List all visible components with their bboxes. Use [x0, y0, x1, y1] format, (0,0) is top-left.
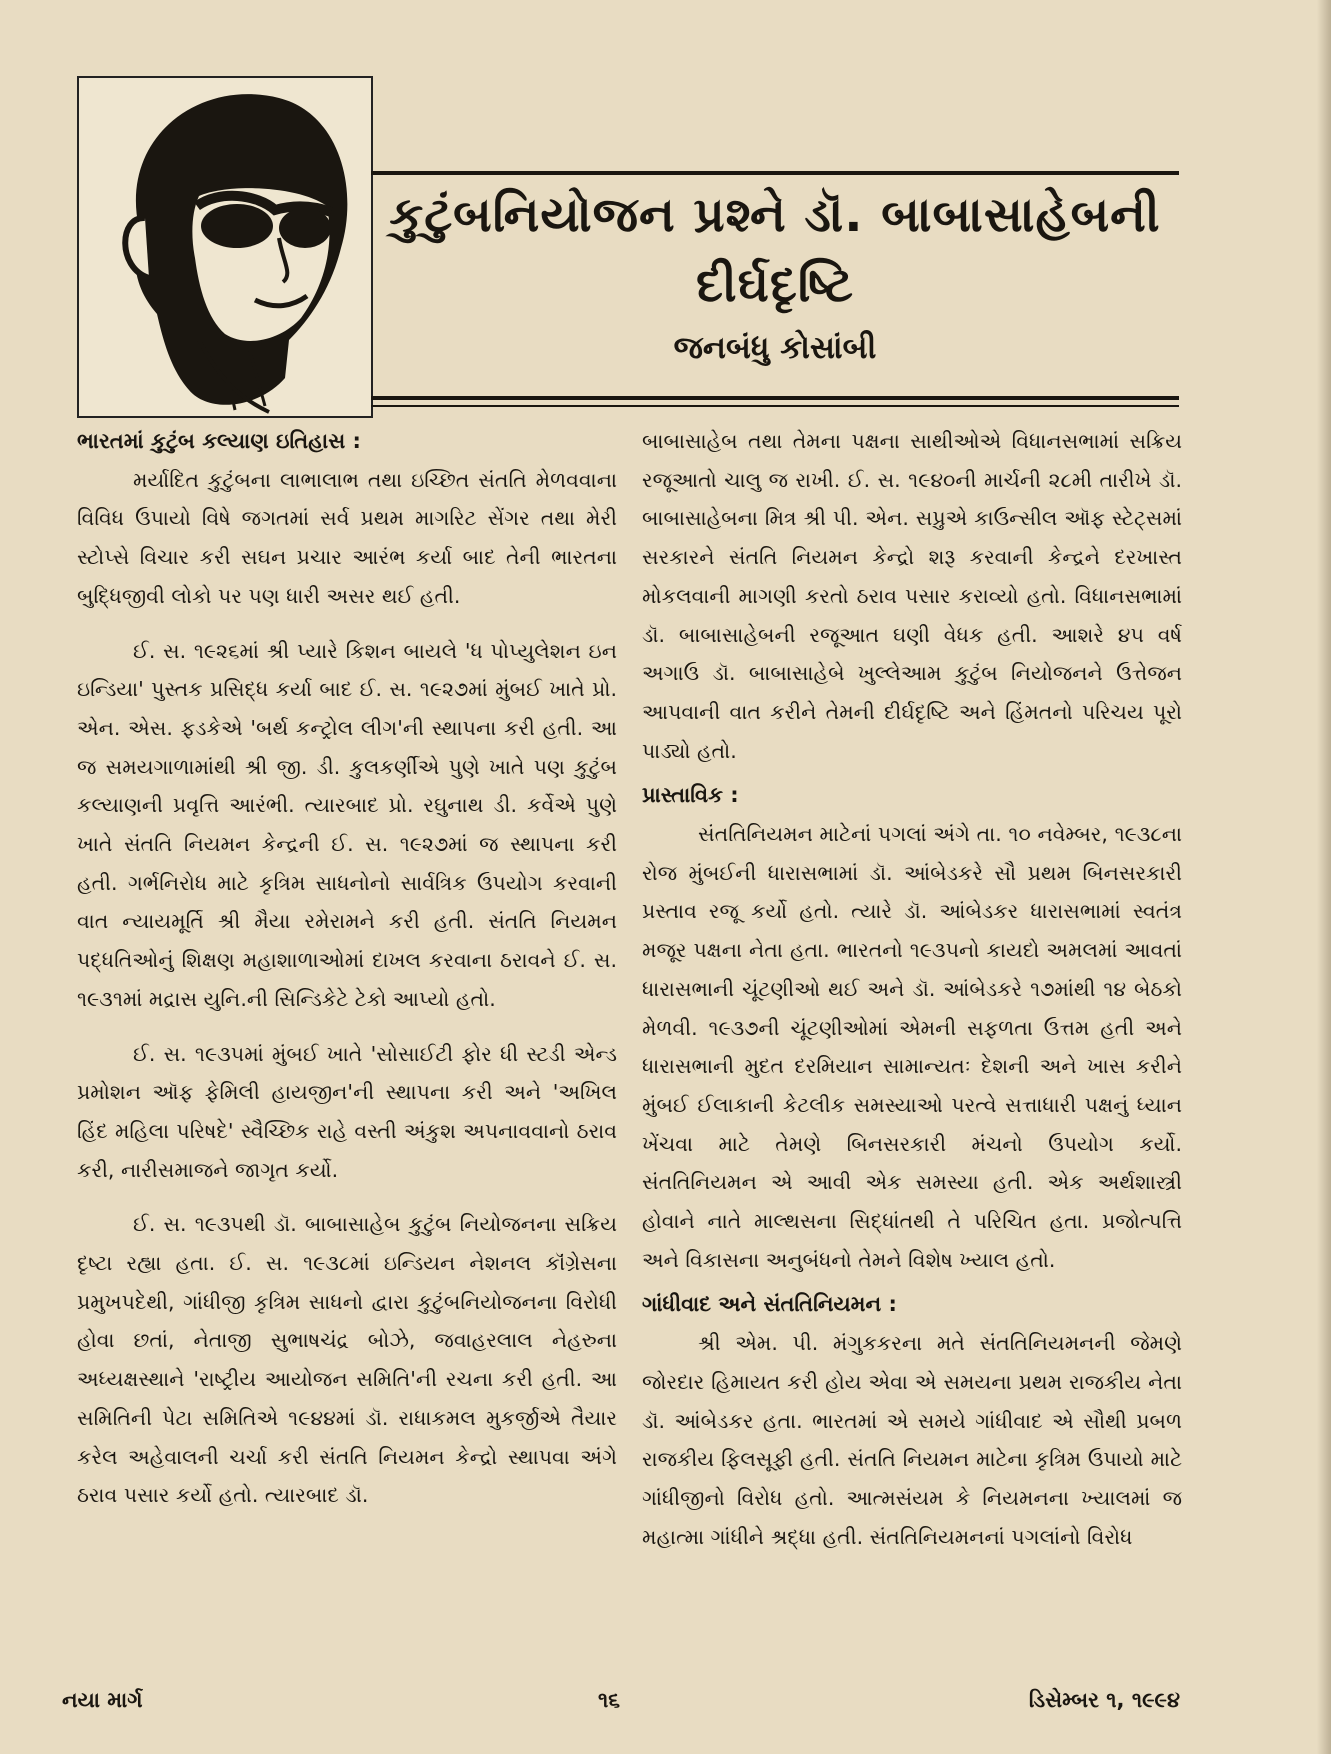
paragraph: સંતતિનિયમન માટેનાં પગલાં અંગે તા. ૧૦ નવેમ્બર, ૧૯૩૮ના રોજ મુંબઈની ધારાસભામાં ડૉ. આંબેડકરે સૌ પ્રથમ બિનસરકારી પ્રસ્તાવ રજૂ કર્યો હતો. ત્યારે ડૉ. આંબેડકર ધારાસભામાં સ્વતંત્ર મજૂર પક્ષના નેતા હતા. ભારતનો ૧૯૩૫નો કાયદો અમલમાં આવતાં ધારાસભાની ચૂંટણીઓ થઈ અને ડૉ. આંબેડકરે ૧૭માંથી ૧૪ બેઠકો મેળવી. ૧૯૩૭ની ચૂંટણીઓમાં એમની સફળતા ઉત્તમ હતી અને ધારાસભાની મુદત દરમિયાન સામાન્યતઃ દેશની અને ખાસ કરીને મુંબઈ ઈલાકાની કેટલીક સમસ્યાઓ પરત્વે સત્તાધારી પક્ષનું ધ્યાન ખેંચવા માટે તેમણે બિનસરકારી મંચનો ઉપયોગ કર્યો. સંતતિનિયમન એ આવી એક સમસ્યા હતી. એક અર્થશાસ્ત્રી હોવાને નાતે માલ્થસના સિદ્ધાંતથી તે પરિચિત હતા. પ્રજોત્પત્તિ અને વિકાસના અનુબંધનો તેમને વિશેષ ખ્યાલ હતો.: [642, 822, 1182, 1272]
header-rule-top: [371, 171, 1179, 175]
section-heading-gandhism: ગાંધીવાદ અને સંતતિનિયમન :: [642, 1292, 897, 1317]
section-heading-history: ભારતમાં કુટુંબ કલ્યાણ ઇતિહાસ :: [77, 429, 361, 453]
paragraph: ઈ. સ. ૧૯૩૫માં મુંબઈ ખાતે 'સોસાઈટી ફોર ધી સ્ટડી એન્ડ પ્રમોશન ઑફ ફેમિલી હાયજીન'ની સ્થાપના કરી અને 'અખિલ હિંદ મહિલા પરિષદે' સ્વૈચ્છિક રાહે વસ્તી અંકુશ અપનાવવાનો ઠરાવ કરી, નારીસમાજને જાગૃત કર્યો.: [77, 1041, 617, 1182]
paragraph: ઈ. સ. ૧૯૩૫થી ડૉ. બાબાસાહેબ કુટુંબ નિયોજનના સક્રિય દૃષ્ટા રહ્યા હતા. ઈ. સ. ૧૯૩૮માં ઇન્ડિયન નેશનલ કૉંગ્રેસના પ્રમુખપદેથી, ગાંધીજી કૃત્રિમ સાધનો દ્વારા કુટુંબનિયોજનના વિરોધી હોવા છતાં, નેતાજી સુભાષચંદ્ર બોઝે, જવાહરલાલ નેહરુના અધ્યક્ષસ્થાને 'રાષ્ટ્રીય આયોજન સમિતિ'ની રચના કરી હતી. આ સમિતિની પેટા સમિતિએ ૧૯૪૪માં ડૉ. રાધાકમલ મુકર્જીએ તૈયાર કરેલ અહેવાલની ચર્ચા કરી સંતતિ નિયમન કેન્દ્રો સ્થાપવા અંગે ઠરાવ પસાર કર્યો હતો. ત્યારબાદ ડૉ.: [77, 1212, 617, 1508]
portrait-sketch-icon: [79, 78, 371, 416]
left-column: [77, 422, 617, 1515]
paragraph: બાબાસાહેબ તથા તેમના પક્ષના સાથીઓએ વિધાનસભામાં સક્રિય રજૂઆતો ચાલુ જ રાખી. ઈ. સ. ૧૯૪૦ની માર્ચની ૨૮મી તારીખે ડૉ. બાબાસાહેબના મિત્ર શ્રી પી. એન. સપ્રુએ કાઉન્સીલ ઑફ સ્ટેટ્સમાં સરકારને સંતતિ નિયમન કેન્દ્રો શરૂ કરવાની કેન્દ્રને દરખાસ્ત મોકલવાની માગણી કરતો ઠરાવ પસાર કરાવ્યો હતો. વિધાનસભામાં ડૉ. બાબાસાહેબની રજૂઆત ઘણી વેધક હતી. આશરે ૪૫ વર્ષ અગાઉ ડૉ. બાબાસાહેબે ખુલ્લેઆમ કુટુંબ નિયોજનને ઉત્તેજન આપવાની વાત કરીને તેમની દીર્ઘદૃષ્ટિ અને હિંમતનો પરિચય પૂરો પાડ્યો હતો.: [642, 429, 1182, 763]
section-heading-introduction: પ્રાસ્તાવિક :: [642, 783, 739, 808]
author-portrait: [77, 76, 373, 418]
title-block: [372, 180, 1178, 368]
footer-page-number: ૧૬: [598, 1688, 621, 1712]
article-title: કુટુંબનિયોજન પ્રશ્ને ડૉ. બાબાસાહેબની દીર્ઘદૃષ્ટિ: [389, 187, 1161, 313]
footer-date: ડિસેમ્બર ૧, ૧૯૯૪: [1028, 1688, 1180, 1712]
paragraph: મર્યાદિત કુટુંબના લાભાલાભ તથા ઇચ્છિત સંતતિ મેળવવાના વિવિધ ઉપાયો વિષે જગતમાં સર્વ પ્રથમ માગરિટ સેંગર તથા મેરી સ્ટોપ્સે વિચાર કરી સઘન પ્રચાર આરંભ કર્યા બાદ તેની ભારતના બુદ્ધિજીવી લોકો પર પણ ધારી અસર થઈ હતી.: [77, 467, 617, 608]
right-column: [642, 422, 1182, 1556]
footer-publication: નયા માર્ગ: [62, 1688, 143, 1712]
paragraph: શ્રી એમ. પી. મંગુકકરના મતે સંતતિનિયમનની જેમણે જોરદાર હિમાયત કરી હોય એવા એ સમયના પ્રથમ રાજકીય નેતા ડૉ. આંબેડકર હતા. ભારતમાં એ સમયે ગાંધીવાદ એ સૌથી પ્રબળ રાજકીય ફિલસૂફી હતી. સંતતિ નિયમન માટેના કૃત્રિમ ઉપાયો માટે ગાંધીજીનો વિરોધ હતો. આત્મસંયમ કે નિયમનના ખ્યાલમાં જ મહાત્મા ગાંધીને શ્રદ્ધા હતી. સંતતિનિયમનનાં પગલાંનો વિરોધ: [642, 1331, 1182, 1549]
page-footer: [62, 1688, 1180, 1724]
header-rule-bottom-thin: [371, 405, 1179, 407]
paragraph: ઈ. સ. ૧૯૨૬માં શ્રી પ્યારે કિશન બાયલે 'ધ પોપ્યુલેશન ઇન ઇન્ડિયા' પુસ્તક પ્રસિદ્ધ કર્યા બાદ ઈ. સ. ૧૯૨૭માં મુંબઈ ખાતે પ્રો. એન. એસ. ફડકેએ 'બર્થ કન્ટ્રોલ લીગ'ની સ્થાપના કરી હતી. આ જ સમયગાળામાંથી શ્રી જી. ડી. કુલકર્ણીએ પુણે ખાતે પણ કુટુંબ કલ્યાણની પ્રવૃત્તિ આરંભી. ત્યારબાદ પ્રો. રઘુનાથ ડી. કર્વેએ પુણે ખાતે સંતતિ નિયમન કેન્દ્રની ઈ. સ. ૧૯૨૭માં જ સ્થાપના કરી હતી. ગર્ભનિરોધ માટે કૃત્રિમ સાધનોનો સાર્વત્રિક ઉપયોગ કરવાની વાત ન્યાયમૂર્તિ શ્રી મૈયા રમેરામને કરી હતી. સંતતિ નિયમન પદ્ધતિઓનું શિક્ષણ મહાશાળાઓમાં દાખલ કરવાના ઠરાવને ઈ. સ. ૧૯૩૧માં મદ્રાસ યુનિ.ની સિન્ડિકેટે ટેકો આપ્યો હતો.: [77, 638, 617, 1011]
article-author: જનબંધુ કોસાંબી: [673, 330, 877, 366]
header-rule-bottom: [371, 396, 1179, 400]
page-edge-shadow: [1317, 0, 1331, 1754]
